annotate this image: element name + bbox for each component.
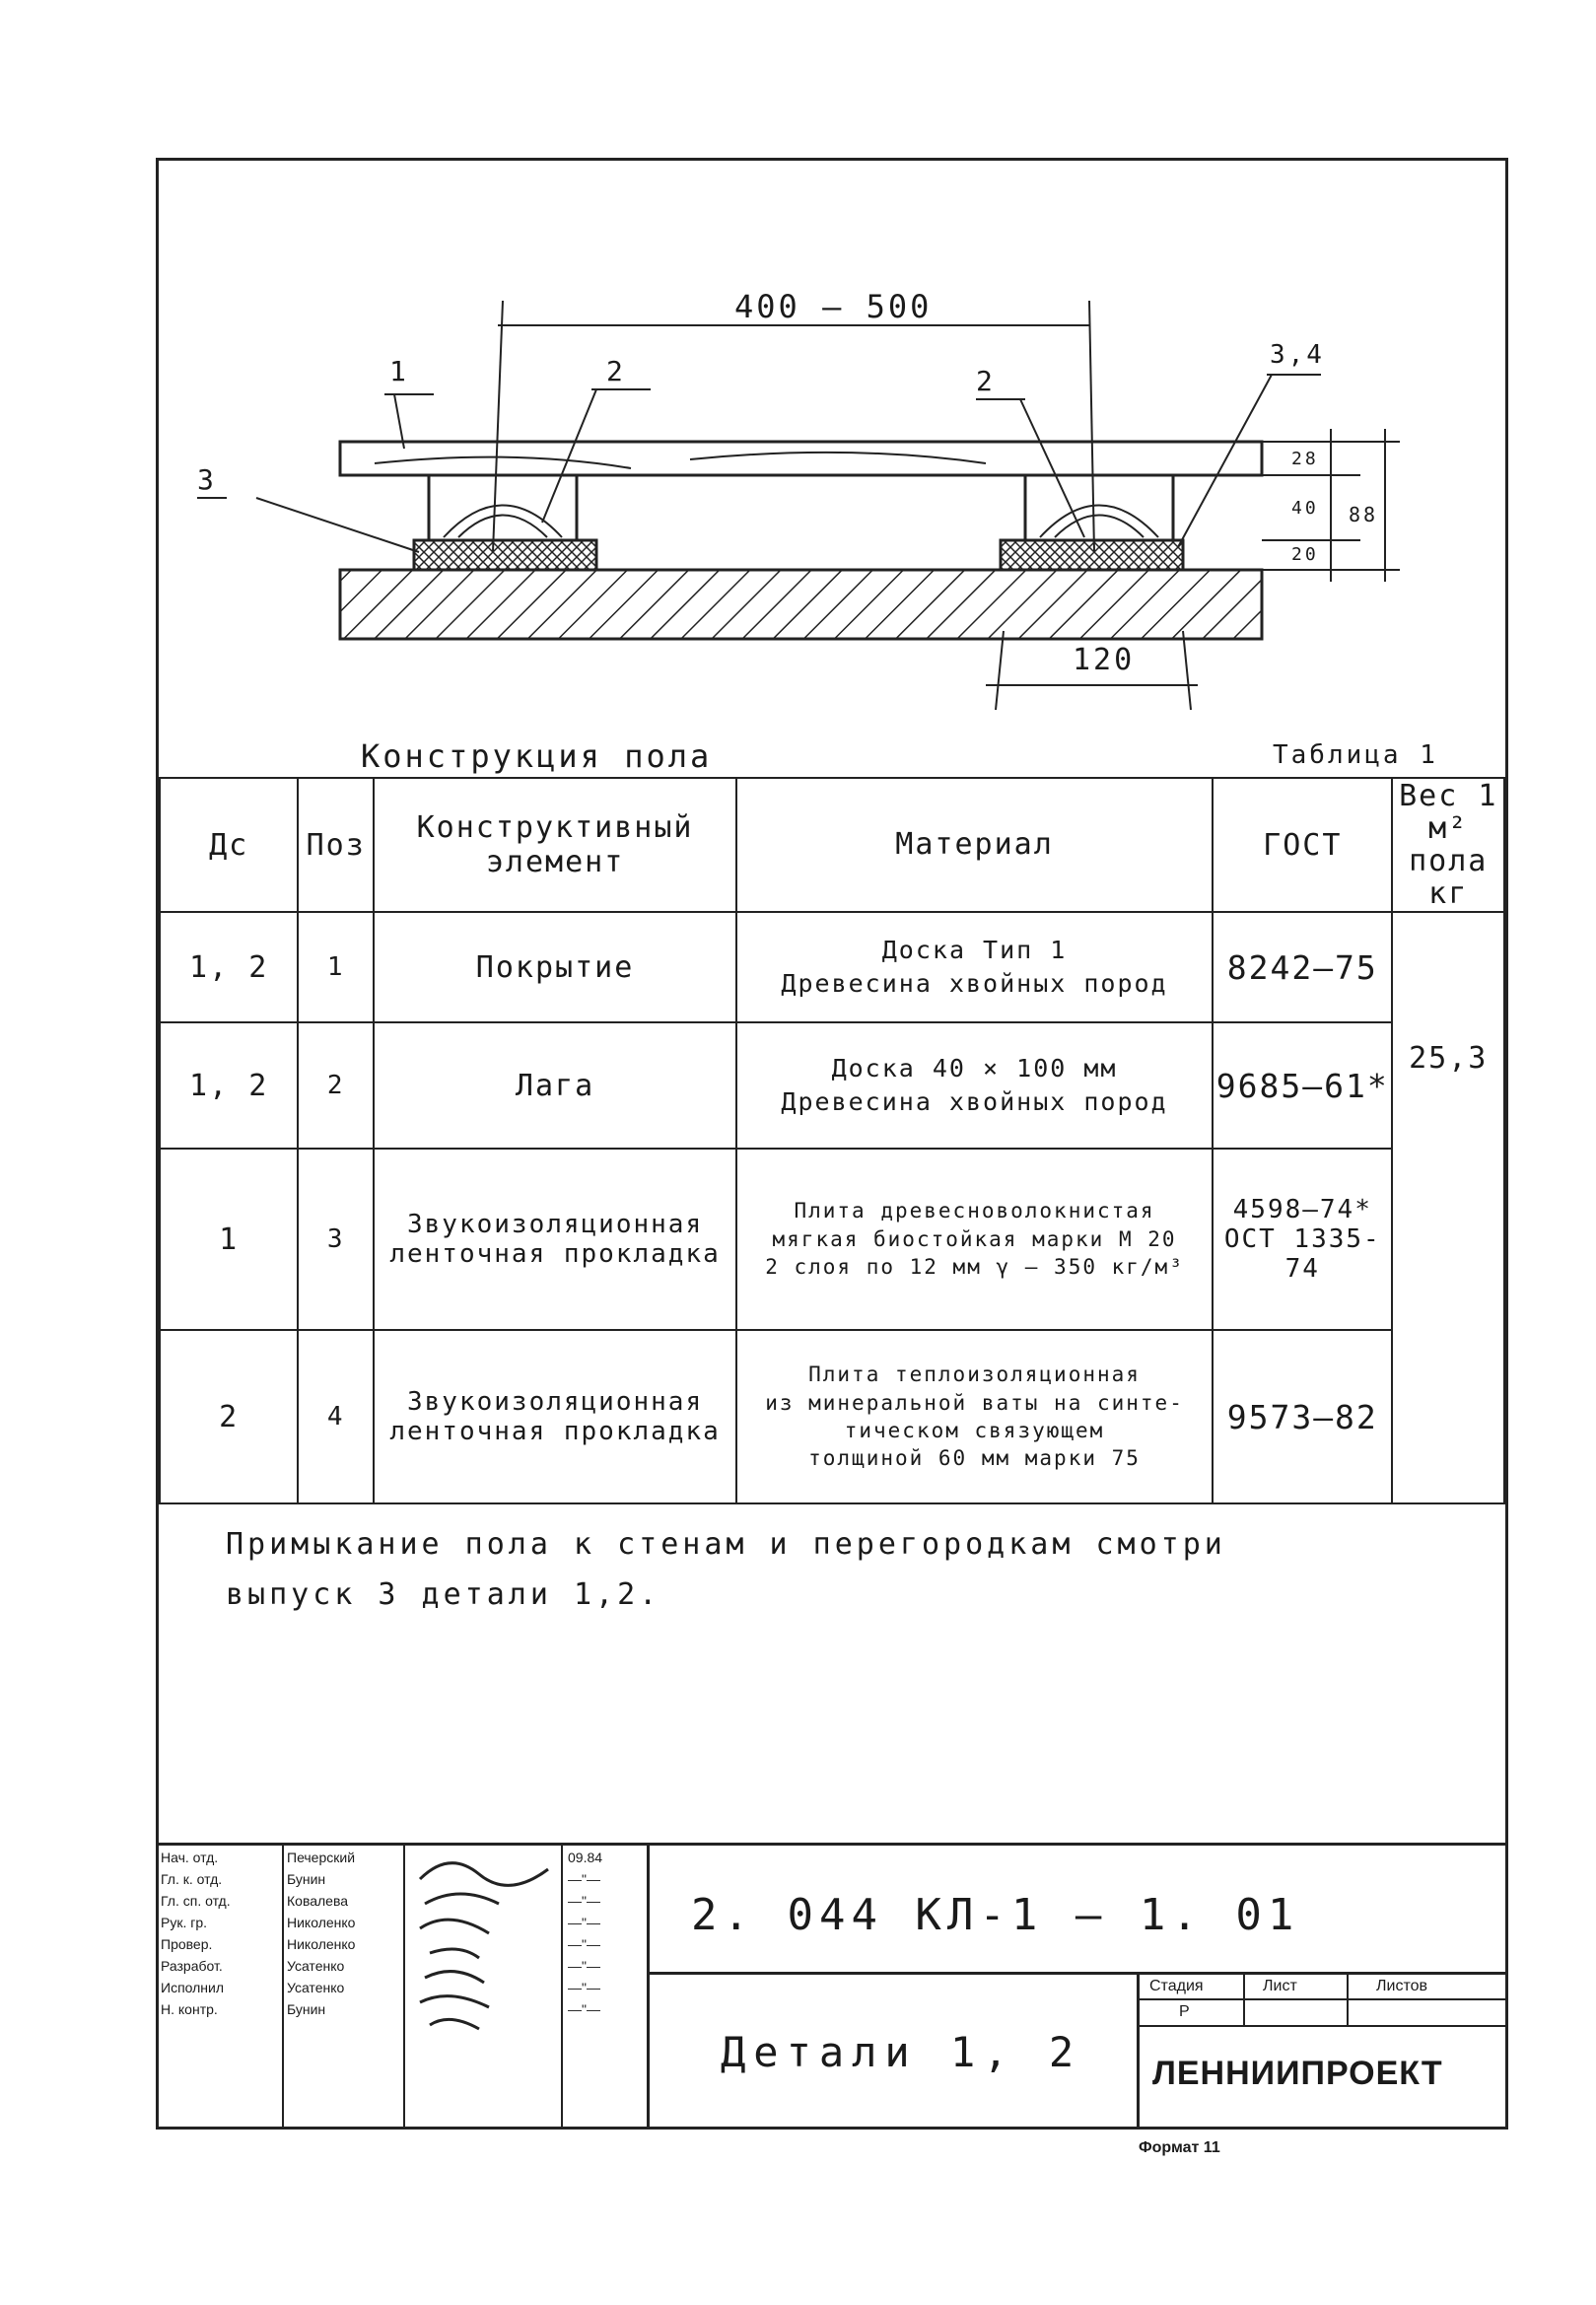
table-row: 1 3 Звукоизоляционная ленточная прокладка Плита древесноволокнистая мягкая биостойкая марки М 20 2 слоя по 12 мм γ — 350 кг/м³ 4598—74* ОСТ 1335-74 xyxy=(160,1149,1504,1330)
note-text: Примыкание пола к стенам и перегородкам смотри выпуск 3 детали 1,2. xyxy=(226,1527,1226,1612)
header-gost: ГОСТ xyxy=(1213,778,1392,912)
dim-right-28: 28 xyxy=(1291,449,1319,469)
header-de: Дс xyxy=(160,778,298,912)
signature-row: Исполнил Усатенко —"— xyxy=(161,1980,600,1995)
table-number: Таблица 1 xyxy=(1273,740,1438,770)
weight-value: 25,3 xyxy=(1392,912,1504,1503)
organization: ЛЕННИИПРОЕКТ xyxy=(1152,2055,1443,2092)
format-label: Формат 11 xyxy=(1139,2139,1220,2156)
dim-top-label: 400 — 500 xyxy=(734,288,933,325)
leader-3: 3 xyxy=(197,463,217,496)
table-row: 2 4 Звукоизоляционная ленточная прокладка Плита теплоизоляционная из минеральной ваты на синте- тическом связующем толщиной 60 мм марки 75 9573—82 xyxy=(160,1330,1504,1503)
signature-row: Разработ. Усатенко —"— xyxy=(161,1958,600,1974)
header-pos: Поз xyxy=(298,778,374,912)
leader-2-left: 2 xyxy=(606,355,626,387)
signature-row: Нач. отд. Печерский 09.84 xyxy=(161,1850,603,1865)
leader-1: 1 xyxy=(389,355,409,387)
dim-right-88: 88 xyxy=(1349,503,1379,526)
signature-row: Рук. гр. Николенко —"— xyxy=(161,1915,600,1930)
construction-table xyxy=(159,777,1505,1504)
signature-row: Провер. Николенко —"— xyxy=(161,1936,600,1952)
signature-row: Гл. к. отд. Бунин —"— xyxy=(161,1871,600,1887)
document-code: 2. 044 КЛ-1 — 1. 01 xyxy=(691,1890,1300,1940)
leader-3-4: 3,4 xyxy=(1270,340,1325,370)
header-weight: Вес 1 м² пола кг xyxy=(1392,778,1504,912)
drawing-sheet xyxy=(156,158,1508,2130)
table-row: 1, 2 2 Лага Доска 40 × 100 мм Древесина хвойных пород 9685—61* xyxy=(160,1022,1504,1149)
header-element: Конструктивный элемент xyxy=(374,778,736,912)
leader-2-right: 2 xyxy=(976,365,996,397)
stage-value: Р xyxy=(1179,2003,1190,2020)
dim-right-40: 40 xyxy=(1291,498,1319,519)
signature-row: Гл. сп. отд. Ковалева —"— xyxy=(161,1893,600,1909)
document-title: Детали 1, 2 xyxy=(721,2028,1082,2076)
table-caption: Конструкция пола xyxy=(361,737,713,775)
signature-row: Н. контр. Бунин —"— xyxy=(161,2001,600,2017)
signatures xyxy=(410,1850,558,2032)
sheet-label: Лист xyxy=(1263,1978,1297,1994)
header-material: Материал xyxy=(736,778,1213,912)
dim-right-20: 20 xyxy=(1291,544,1319,565)
dim-bottom-label: 120 xyxy=(1073,643,1136,677)
title-block xyxy=(159,1843,1505,2130)
sheets-label: Листов xyxy=(1376,1978,1427,1994)
stage-label: Стадия xyxy=(1149,1978,1204,1994)
table-row: 1, 2 1 Покрытие Доска Тип 1 Древесина хвойных пород 8242—75 25,3 xyxy=(160,912,1504,1022)
